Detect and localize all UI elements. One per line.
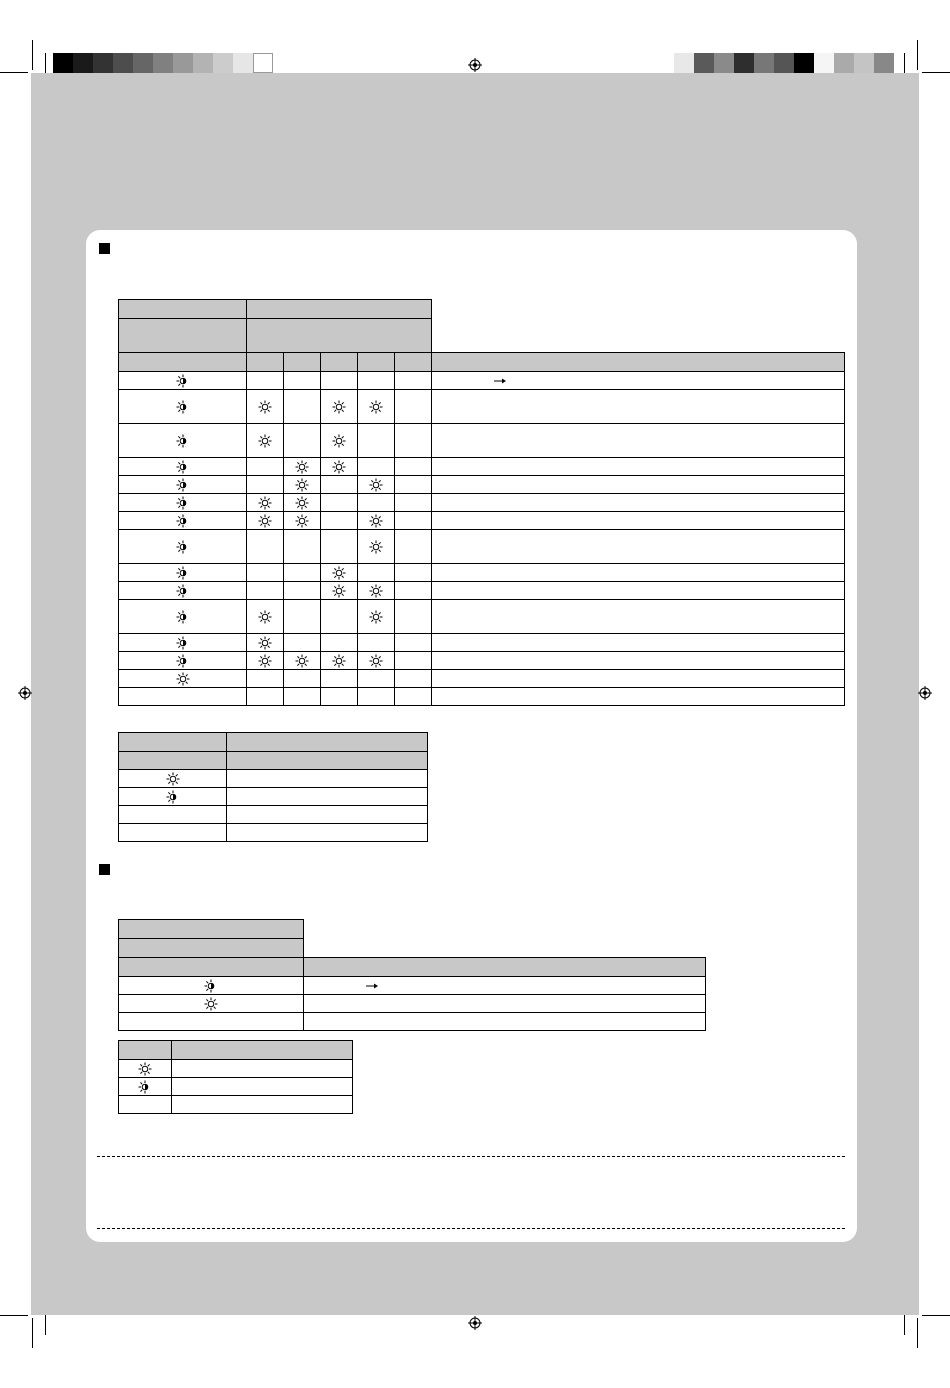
color-swatch: [73, 53, 93, 73]
table-cell: [247, 600, 284, 634]
color-swatch: [834, 53, 854, 73]
color-swatch: [734, 53, 754, 73]
registration-target-icon: [18, 686, 32, 700]
description-cell: [432, 390, 845, 424]
table-row: [119, 670, 845, 688]
table-cell: [358, 476, 395, 494]
indicator-table-2: [118, 919, 706, 1031]
table-cell: [321, 600, 358, 634]
table-cell: [247, 688, 284, 706]
blinking-lamp-icon: [166, 790, 180, 804]
table-cell: [358, 634, 395, 652]
table-cell: [395, 458, 432, 476]
table-row: [119, 530, 845, 564]
color-swatch: [153, 53, 173, 73]
color-bar-right: [674, 53, 894, 73]
sun-lamp-icon: [295, 514, 309, 528]
color-swatch: [774, 53, 794, 73]
blinking-lamp-icon: [138, 1080, 152, 1094]
table-cell: [284, 530, 321, 564]
right-arrow-icon: [494, 375, 506, 387]
legend-row: [119, 788, 428, 806]
table-cell: [358, 424, 395, 458]
legend-meaning: [172, 1096, 353, 1114]
table-cell: [119, 390, 247, 424]
sun-lamp-icon: [258, 636, 272, 650]
table-cell: [119, 512, 247, 530]
table-cell: [395, 582, 432, 600]
blinking-lamp-icon: [176, 514, 190, 528]
table-cell: [119, 458, 247, 476]
table-cell: [395, 390, 432, 424]
sun-lamp-icon: [176, 672, 190, 686]
color-swatch: [113, 53, 133, 73]
sun-lamp-icon: [369, 654, 383, 668]
table-cell: [119, 424, 247, 458]
sun-lamp-icon: [332, 434, 346, 448]
table-cell: [321, 530, 358, 564]
blinking-lamp-icon: [176, 478, 190, 492]
color-swatch: [794, 53, 814, 73]
color-swatch: [253, 53, 273, 73]
table-row: [119, 564, 845, 582]
table-header-row: [119, 319, 845, 353]
legend-symbol: [119, 770, 227, 788]
legend-row: [119, 1096, 353, 1114]
blinking-lamp-icon: [176, 654, 190, 668]
table-cell: [358, 688, 395, 706]
table-cell: [358, 372, 395, 390]
table-cell: [395, 424, 432, 458]
color-swatch: [854, 53, 874, 73]
table-cell: [247, 424, 284, 458]
table-cell: [247, 476, 284, 494]
table-row: [119, 372, 845, 390]
table-cell: [395, 494, 432, 512]
table-cell: [358, 582, 395, 600]
table-cell: [119, 1013, 304, 1031]
table-cell: [119, 476, 247, 494]
color-swatch: [874, 53, 894, 73]
table-row: [119, 582, 845, 600]
sun-lamp-icon: [295, 478, 309, 492]
blinking-lamp-icon: [176, 400, 190, 414]
sun-lamp-icon: [369, 478, 383, 492]
table-cell: [395, 600, 432, 634]
table-row: [119, 390, 845, 424]
legend-row: [119, 824, 428, 842]
table-cell: [284, 582, 321, 600]
blinking-lamp-icon: [176, 636, 190, 650]
table-cell: [395, 530, 432, 564]
color-swatch: [193, 53, 213, 73]
table-cell: [358, 652, 395, 670]
sun-lamp-icon: [332, 566, 346, 580]
section-bullet: [99, 243, 110, 254]
table-cell: [321, 688, 358, 706]
legend-row: [119, 1078, 353, 1096]
table-cell: [119, 634, 247, 652]
table-cell: [284, 688, 321, 706]
color-swatch: [213, 53, 233, 73]
table-row: [119, 494, 845, 512]
table-cell: [119, 582, 247, 600]
table-cell: [119, 995, 304, 1013]
description-cell: [432, 476, 845, 494]
sun-lamp-icon: [258, 496, 272, 510]
sun-lamp-icon: [204, 997, 218, 1011]
table-cell: [119, 688, 247, 706]
description-cell: [432, 424, 845, 458]
table-cell: [284, 564, 321, 582]
table-row: [119, 652, 845, 670]
table-cell: [321, 372, 358, 390]
table-cell: [321, 634, 358, 652]
table-cell: [247, 530, 284, 564]
description-cell: [432, 530, 845, 564]
legend-symbol: [119, 1096, 172, 1114]
table-header-row: [119, 1041, 353, 1060]
sun-lamp-icon: [295, 496, 309, 510]
table-cell: [395, 476, 432, 494]
color-bar-left: [53, 53, 273, 73]
sun-lamp-icon: [369, 540, 383, 554]
table-cell: [321, 670, 358, 688]
legend-table-2: [118, 1040, 353, 1114]
sun-lamp-icon: [258, 610, 272, 624]
table-cell: [247, 634, 284, 652]
blinking-lamp-icon: [176, 496, 190, 510]
table-cell: [119, 564, 247, 582]
table-cell: [395, 512, 432, 530]
legend-row: [119, 1060, 353, 1078]
table-cell: [247, 652, 284, 670]
table-cell: [358, 600, 395, 634]
description-cell: [304, 977, 706, 995]
table-cell: [284, 390, 321, 424]
table-cell: [119, 670, 247, 688]
color-swatch: [173, 53, 193, 73]
table-cell: [284, 600, 321, 634]
color-swatch: [814, 53, 834, 73]
description-cell: [432, 652, 845, 670]
table-cell: [284, 458, 321, 476]
legend-meaning: [227, 788, 428, 806]
blinking-lamp-icon: [204, 979, 218, 993]
legend-symbol: [119, 824, 227, 842]
table-cell: [358, 512, 395, 530]
registration-target-icon: [918, 686, 932, 700]
color-swatch: [714, 53, 734, 73]
legend-row: [119, 806, 428, 824]
sun-lamp-icon: [258, 514, 272, 528]
section-bullet: [99, 864, 110, 875]
description-cell: [432, 372, 845, 390]
table-cell: [321, 458, 358, 476]
table-cell: [247, 494, 284, 512]
table-cell: [284, 652, 321, 670]
note-divider-bottom: [97, 1228, 845, 1229]
blinking-lamp-icon: [176, 434, 190, 448]
table-cell: [395, 634, 432, 652]
sun-lamp-icon: [369, 584, 383, 598]
table-row: [119, 977, 706, 995]
sun-lamp-icon: [332, 654, 346, 668]
legend-table: [118, 732, 428, 842]
legend-symbol: [119, 806, 227, 824]
color-swatch: [754, 53, 774, 73]
table-cell: [395, 670, 432, 688]
table-header-row: [119, 958, 706, 977]
table-cell: [284, 670, 321, 688]
sun-lamp-icon: [369, 610, 383, 624]
table-cell: [119, 977, 304, 995]
table-row: [119, 688, 845, 706]
table-cell: [119, 600, 247, 634]
legend-meaning: [172, 1078, 353, 1096]
blinking-lamp-icon: [176, 584, 190, 598]
legend-meaning: [227, 770, 428, 788]
color-swatch: [93, 53, 113, 73]
legend-row: [119, 770, 428, 788]
table-row: [119, 600, 845, 634]
table-header-row: [119, 353, 845, 372]
sun-lamp-icon: [166, 772, 180, 786]
sun-lamp-icon: [258, 434, 272, 448]
description-cell: [432, 564, 845, 582]
sun-lamp-icon: [369, 514, 383, 528]
table-row: [119, 512, 845, 530]
table-cell: [395, 564, 432, 582]
table-cell: [358, 458, 395, 476]
table-cell: [247, 458, 284, 476]
legend-meaning: [227, 824, 428, 842]
table-cell: [247, 670, 284, 688]
blinking-lamp-icon: [176, 610, 190, 624]
sun-lamp-icon: [295, 654, 309, 668]
color-swatch: [53, 53, 73, 73]
sun-lamp-icon: [258, 654, 272, 668]
table-cell: [321, 390, 358, 424]
table-cell: [247, 372, 284, 390]
table-cell: [247, 512, 284, 530]
note-divider-top: [97, 1156, 845, 1157]
table-header-row: [119, 939, 706, 958]
table-cell: [284, 372, 321, 390]
description-cell: [432, 634, 845, 652]
legend-meaning: [172, 1060, 353, 1078]
description-cell: [304, 1013, 706, 1031]
table-cell: [247, 582, 284, 600]
table-cell: [321, 424, 358, 458]
registration-target-icon: [468, 58, 482, 72]
table-cell: [284, 512, 321, 530]
sun-lamp-icon: [332, 460, 346, 474]
blinking-lamp-icon: [176, 460, 190, 474]
table-cell: [284, 476, 321, 494]
table-row: [119, 476, 845, 494]
indicator-table: [118, 299, 845, 706]
color-swatch: [133, 53, 153, 73]
description-cell: [304, 995, 706, 1013]
description-cell: [432, 494, 845, 512]
table-cell: [321, 476, 358, 494]
table-cell: [358, 530, 395, 564]
table-cell: [119, 372, 247, 390]
description-cell: [432, 582, 845, 600]
table-row: [119, 634, 845, 652]
sun-lamp-icon: [138, 1062, 152, 1076]
description-cell: [432, 600, 845, 634]
sun-lamp-icon: [332, 584, 346, 598]
right-arrow-icon: [366, 980, 378, 992]
registration-target-icon: [468, 1316, 482, 1330]
legend-meaning: [227, 806, 428, 824]
sun-lamp-icon: [295, 460, 309, 474]
table-cell: [284, 424, 321, 458]
table-cell: [395, 688, 432, 706]
legend-symbol: [119, 1060, 172, 1078]
blinking-lamp-icon: [176, 566, 190, 580]
table-cell: [358, 670, 395, 688]
table-cell: [395, 652, 432, 670]
sun-lamp-icon: [332, 400, 346, 414]
description-cell: [432, 670, 845, 688]
table-cell: [284, 494, 321, 512]
color-swatch: [233, 53, 253, 73]
table-header-row: [119, 920, 706, 939]
description-cell: [432, 458, 845, 476]
table-cell: [321, 652, 358, 670]
table-cell: [358, 390, 395, 424]
table-header-row: [119, 752, 428, 770]
table-cell: [247, 390, 284, 424]
table-row: [119, 1013, 706, 1031]
color-swatch: [694, 53, 714, 73]
table-row: [119, 995, 706, 1013]
table-header-row: [119, 300, 845, 319]
table-cell: [119, 494, 247, 512]
table-cell: [321, 564, 358, 582]
table-cell: [321, 582, 358, 600]
table-cell: [321, 494, 358, 512]
table-cell: [284, 634, 321, 652]
description-cell: [432, 688, 845, 706]
table-row: [119, 424, 845, 458]
table-cell: [119, 530, 247, 564]
table-header-row: [119, 733, 428, 752]
table-row: [119, 458, 845, 476]
table-cell: [358, 494, 395, 512]
table-cell: [247, 564, 284, 582]
sun-lamp-icon: [258, 400, 272, 414]
sun-lamp-icon: [369, 400, 383, 414]
color-swatch: [674, 53, 694, 73]
table-cell: [395, 372, 432, 390]
blinking-lamp-icon: [176, 540, 190, 554]
table-cell: [358, 564, 395, 582]
legend-symbol: [119, 788, 227, 806]
legend-symbol: [119, 1078, 172, 1096]
table-cell: [119, 652, 247, 670]
blinking-lamp-icon: [176, 374, 190, 388]
description-cell: [432, 512, 845, 530]
table-cell: [321, 512, 358, 530]
